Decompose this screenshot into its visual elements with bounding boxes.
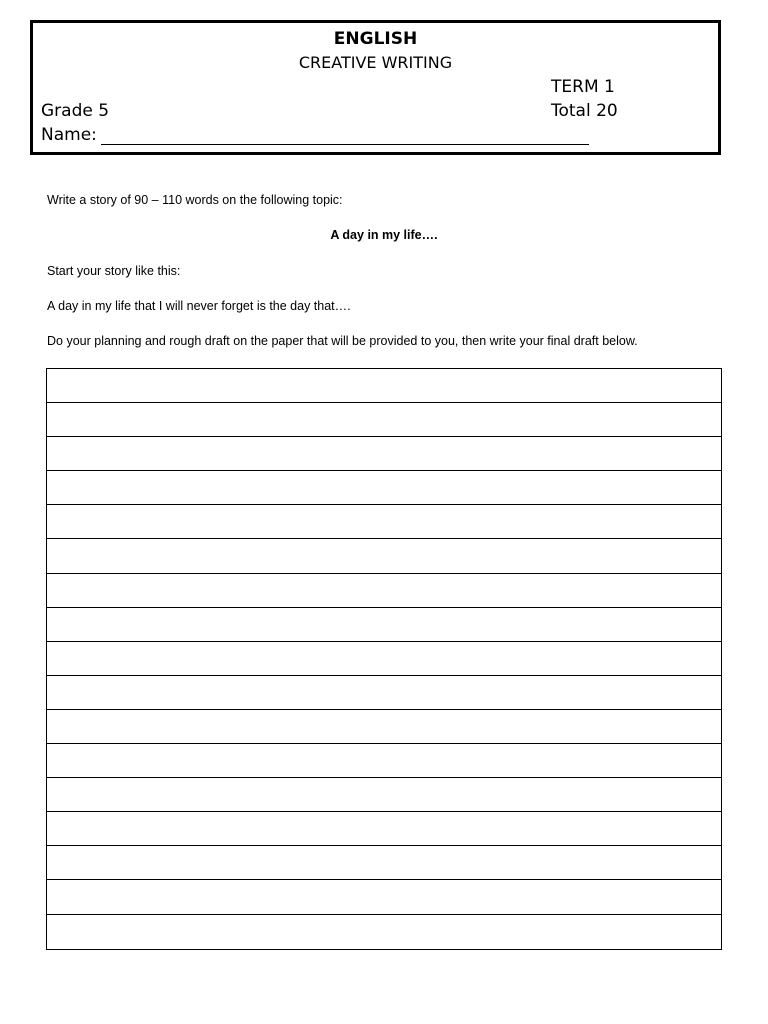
writing-line[interactable]	[47, 471, 721, 505]
writing-line[interactable]	[47, 403, 721, 437]
writing-line[interactable]	[47, 437, 721, 471]
writing-line[interactable]	[47, 915, 721, 949]
worksheet-subtitle: CREATIVE WRITING	[298, 53, 453, 72]
writing-line[interactable]	[47, 369, 721, 403]
writing-line[interactable]	[47, 574, 721, 608]
name-label: Name:	[41, 125, 97, 145]
writing-line[interactable]	[47, 505, 721, 539]
writing-line[interactable]	[47, 676, 721, 710]
writing-line[interactable]	[47, 744, 721, 778]
total-marks: Total 20	[551, 101, 618, 121]
grade-label: Grade 5	[41, 101, 110, 121]
writing-line[interactable]	[47, 812, 721, 846]
term-label: TERM 1	[551, 77, 615, 97]
writing-line[interactable]	[47, 539, 721, 573]
start-prompt: Start your story like this:	[47, 264, 181, 278]
writing-line[interactable]	[47, 880, 721, 914]
drafting-note: Do your planning and rough draft on the paper that will be provided to you, then write your final draft below.	[47, 334, 638, 348]
writing-line[interactable]	[47, 846, 721, 880]
subject-title: ENGLISH	[333, 29, 418, 49]
writing-line[interactable]	[47, 642, 721, 676]
final-draft-writing-area[interactable]	[46, 368, 722, 950]
story-topic: A day in my life….	[330, 228, 438, 242]
name-row	[41, 125, 589, 145]
writing-line[interactable]	[47, 608, 721, 642]
worksheet-header	[30, 20, 721, 155]
writing-line[interactable]	[47, 710, 721, 744]
starter-sentence: A day in my life that I will never forget is the day that….	[47, 299, 351, 313]
writing-line[interactable]	[47, 778, 721, 812]
intro-instruction: Write a story of 90 – 110 words on the following topic:	[47, 193, 343, 207]
name-input-line[interactable]	[101, 128, 589, 145]
